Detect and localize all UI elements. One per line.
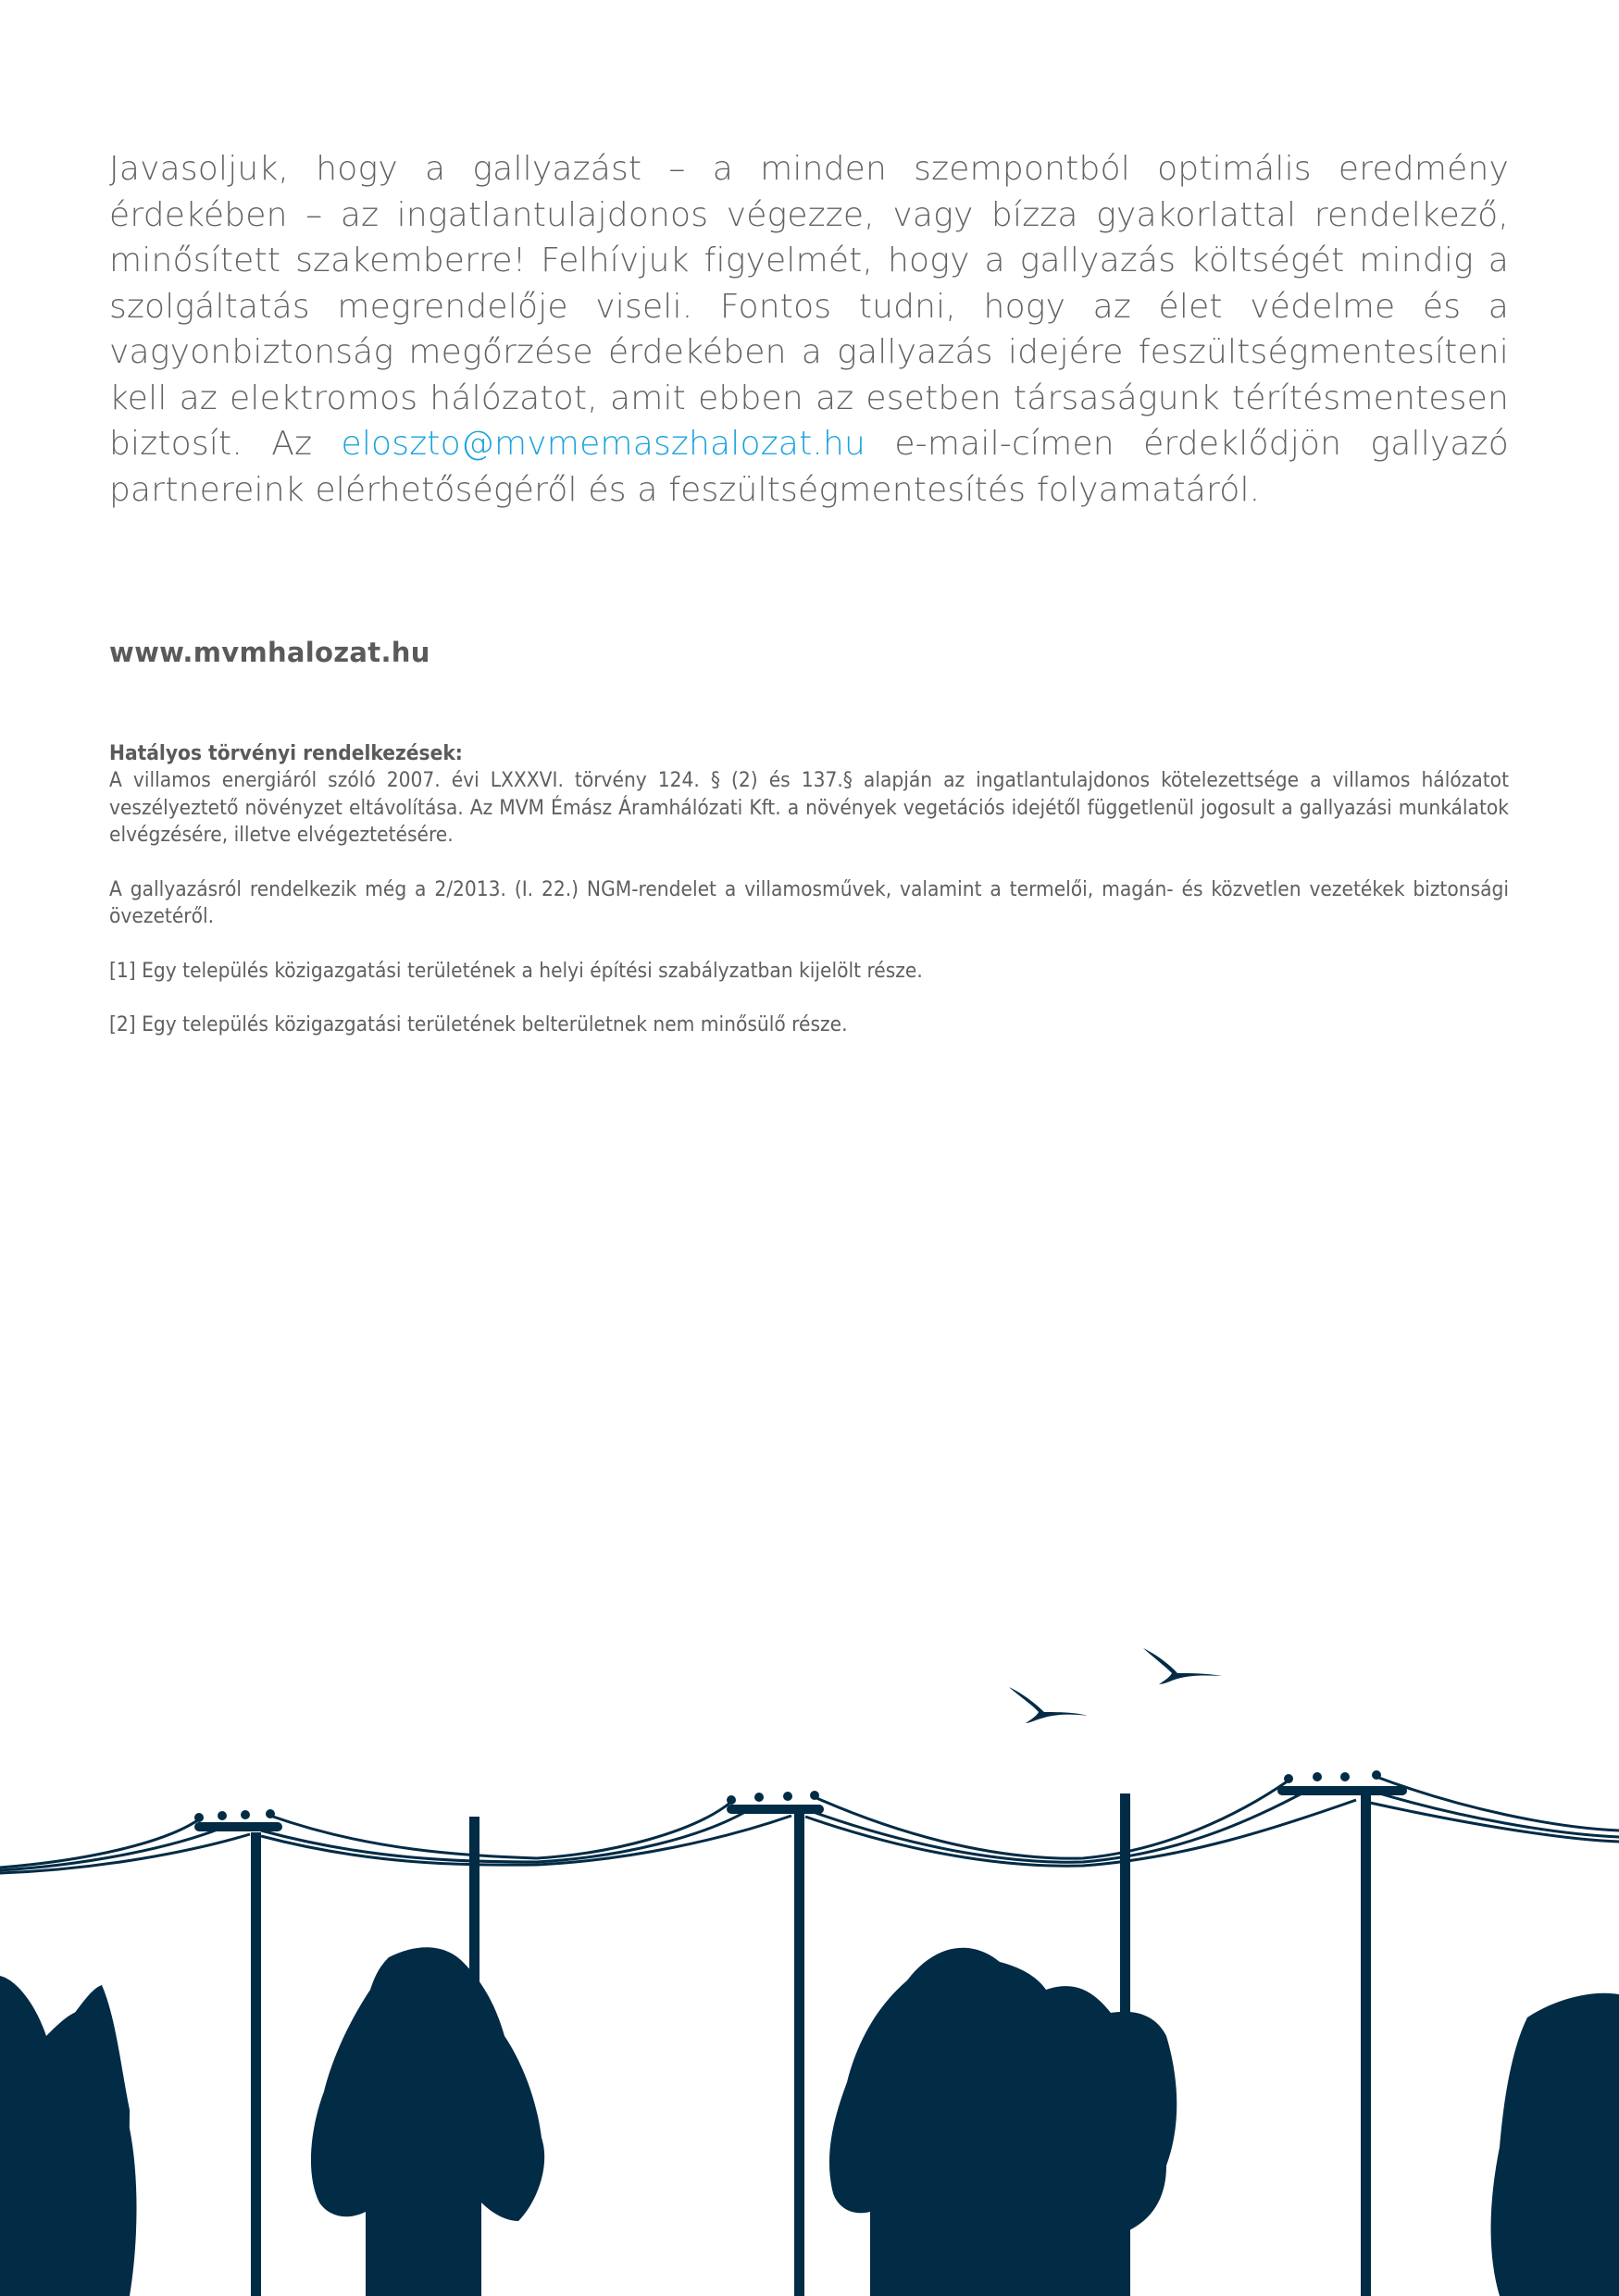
utility-pole bbox=[794, 1811, 804, 2296]
tree-silhouette bbox=[1491, 1993, 1619, 2296]
utility-pole bbox=[251, 1832, 261, 2296]
email-link[interactable]: eloszto@mvmemaszhalozat.hu bbox=[341, 425, 866, 463]
pole-crossarm bbox=[194, 1822, 282, 1831]
footnote-1: [1] Egy település közigazgatási területének a helyi építési szabályzatban kijelölt része. bbox=[109, 958, 923, 983]
utility-pole bbox=[1361, 1795, 1371, 2296]
main-paragraph bbox=[109, 146, 1509, 513]
legal-paragraph-decree: A gallyazásról rendelkezik még a 2/2013. (I. 22.) NGM-rendelet a villamosművek, valamint a termelői, magán- és közvetlen vezetékek biztonsági övezetéről. bbox=[109, 876, 1509, 928]
power-line-trees-illustration bbox=[0, 1573, 1619, 2296]
footnote-2: [2] Egy település közigazgatási területének belterületnek nem minősülő része. bbox=[109, 1012, 848, 1036]
paragraph-text-end: e-mail-címen érdeklődjön gallyazó partnereink elérhetőségéről és a feszültségmentesítés folyamatáról. bbox=[109, 425, 1509, 509]
bird-icon bbox=[1143, 1648, 1222, 1684]
pole-crossarm bbox=[1277, 1786, 1407, 1795]
legal-paragraph-law: A villamos energiáról szóló 2007. évi LXXXVI. törvény 124. § (2) és 137.§ alapján az ingatlantulajdonos kötelezettsége a villamos hálózatot veszélyeztető növényzet eltávolítása. Az MVM Émász Áramhálózati Kft. a növények vegetációs idejétől függetlenül jogosult a gallyazási munkálatok elvégzésére, illetve elvégeztetésére. bbox=[109, 768, 1509, 847]
paragraph-text-start: Javasoljuk, hogy a gallyazást – a minden szempontból optimális eredmény érdekében – az ingatlantulajdonos végezze, vagy bízza gyakorlattal rendelkező, minősített szakemberre! Felhívjuk figyelmét, hogy a gallyazás költségét mindig a szolgáltatás megrendelője viseli. Fontos tudni, hogy az élet védelme és a vagyonbiztonság megőrzése érdekében a gallyazás idejére feszültségmentesíteni kell az elektromos hálózatot, amit ebben az esetben társaságunk térítésmentesen biztosít. Az bbox=[109, 150, 1509, 463]
legal-heading: Hatályos törvényi rendelkezések: bbox=[109, 741, 463, 765]
bird-icon bbox=[1009, 1687, 1088, 1723]
legal-section bbox=[109, 740, 1509, 1039]
website-link[interactable]: www.mvmhalozat.hu bbox=[109, 637, 430, 668]
